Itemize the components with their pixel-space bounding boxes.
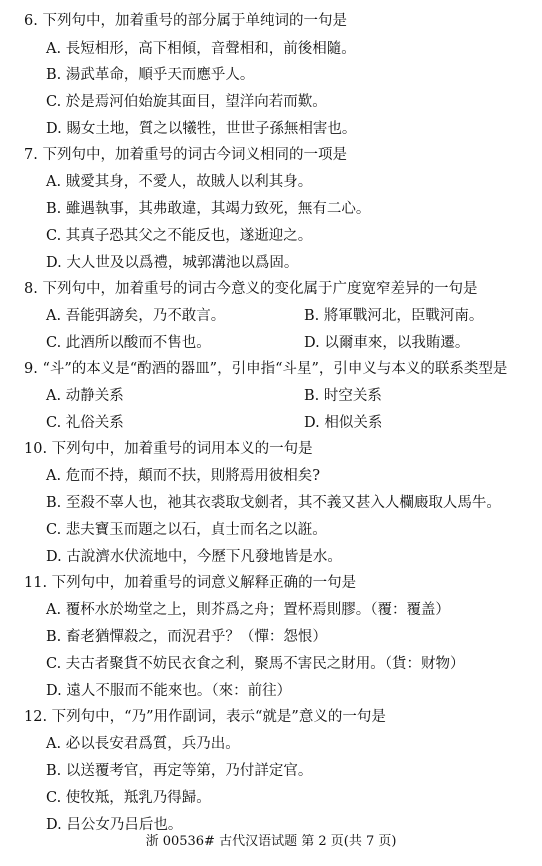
question-12-option-a: A. 必以長安君爲質，兵乃出。: [46, 736, 240, 752]
question-12-stem: 12. 下列句中，“乃”用作副词，表示“就是”意义的一句是: [24, 709, 386, 725]
question-8-option-d: D. 以爾車來，以我賄遷。: [304, 335, 470, 351]
page-footer: 浙 00536# 古代汉语试题 第 2 页(共 7 页): [145, 834, 397, 849]
question-11-option-a: A. 覆杯水於坳堂之上，則芥爲之舟；置杯焉則膠。（覆：覆盖）: [46, 602, 450, 618]
question-6-option-d: D. 賜女土地，質之以犧牲，世世子孫無相害也。: [46, 121, 357, 137]
question-9-option-b: B. 时空关系: [304, 388, 382, 404]
question-11-option-c: C. 夫古者聚貨不妨民衣食之利，聚馬不害民之財用。（貨：财物）: [46, 656, 465, 672]
question-8-option-b: B. 將軍戰河北，臣戰河南。: [304, 308, 484, 324]
question-8-option-c: C. 此酒所以酸而不售也。: [46, 335, 211, 351]
question-10-option-d: D. 古說濟水伏流地中，今歷下凡發地皆是水。: [46, 549, 342, 565]
question-11-option-d: D. 遠人不服而不能來也。（來：前往）: [46, 683, 292, 699]
question-12-option-d: D. 吕公女乃吕后也。: [46, 817, 183, 833]
question-9-option-a: A. 动静关系: [46, 388, 124, 404]
question-11-stem: 11. 下列句中，加着重号的词意义解释正确的一句是: [24, 575, 357, 591]
question-10-option-a: A. 危而不持，顛而不扶，則將焉用彼相矣?: [46, 468, 320, 484]
question-10-stem: 10. 下列句中，加着重号的词用本义的一句是: [24, 441, 313, 457]
question-7-option-d: D. 大人世及以爲禮，城郭溝池以爲固。: [46, 255, 299, 271]
question-9-option-c: C. 礼俗关系: [46, 415, 124, 431]
question-12-option-b: B. 以送覆考官，再定等第，乃付詳定官。: [46, 763, 313, 779]
question-12-option-c: C. 使牧羝，羝乳乃得歸。: [46, 790, 211, 806]
question-10-option-b: B. 至殺不辜人也，祂其衣裘取戈劍者，其不義又甚入人欄廄取人馬牛。: [46, 495, 501, 511]
question-7-stem: 7. 下列句中，加着重号的词古今词义相同的一项是: [24, 147, 347, 163]
question-8-option-a: A. 吾能弭謗矣，乃不敢言。: [46, 308, 226, 324]
question-8-stem: 8. 下列句中，加着重号的词古今意义的变化属于广度宽窄差异的一句是: [24, 281, 478, 297]
question-11-option-b: B. 畜老猶憚殺之，而況君乎？（憚：怨恨）: [46, 629, 327, 645]
question-10-option-c: C. 悲夫寶玉而題之以石，貞士而名之以誑。: [46, 522, 327, 538]
question-6-stem: 6. 下列句中，加着重号的部分属于单纯词的一句是: [24, 13, 347, 29]
question-6-option-c: C. 於是焉河伯始旋其面目，望洋向若而歎。: [46, 94, 327, 110]
question-7-option-c: C. 其真子恐其父之不能反也，遂逝迎之。: [46, 228, 313, 244]
question-6-option-b: B. 湯武革命，順乎天而應乎人。: [46, 67, 255, 83]
question-6-option-a: A. 長短相形，高下相傾，音聲相和，前後相隨。: [46, 41, 356, 57]
question-7-option-a: A. 賊愛其身，不愛人，故賊人以利其身。: [46, 174, 313, 190]
question-9-stem: 9. “斗”的本义是“酌酒的器皿”，引申指“斗星”，引申义与本义的联系类型是: [24, 361, 508, 377]
question-9-option-d: D. 相似关系: [304, 415, 383, 431]
question-7-option-b: B. 雖遇執事，其弗敢違，其竭力致死，無有二心。: [46, 201, 371, 217]
